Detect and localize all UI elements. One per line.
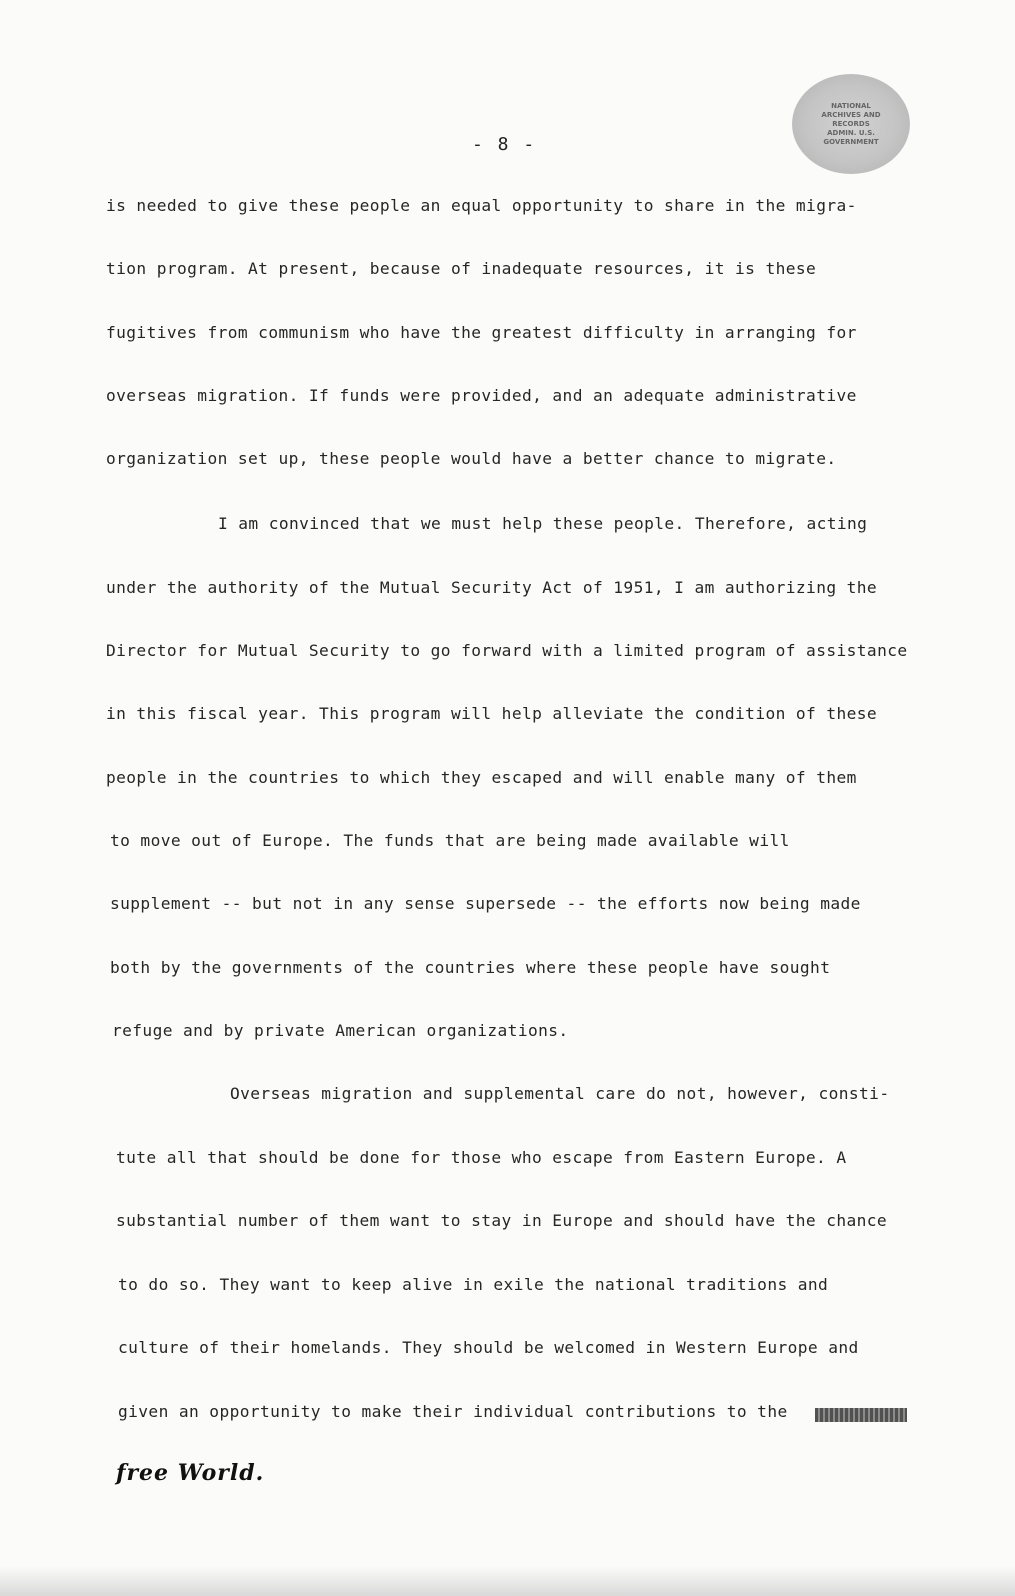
body-line: is needed to give these people an equal opportunity to share in the migra-: [106, 196, 857, 215]
page-edge-shadow: [0, 1566, 1015, 1596]
paragraph-first-line: Overseas migration and supplemental care do not, however, consti-: [230, 1084, 890, 1103]
body-line: substantial number of them want to stay in Europe and should have the chance: [116, 1211, 888, 1230]
body-line: under the authority of the Mutual Security Act of 1951, I am authorizing the: [106, 578, 878, 597]
body-line: Director for Mutual Security to go forward with a limited program of assistance: [106, 641, 908, 660]
body-line: organization set up, these people would have a better chance to migrate.: [106, 449, 837, 468]
archive-stamp-text: NATIONAL ARCHIVES AND RECORDS ADMIN. U.S. GOVERNMENT: [821, 101, 881, 146]
archive-stamp: [792, 74, 910, 174]
body-line: to move out of Europe. The funds that are being made available will: [110, 831, 790, 850]
body-line: in this fiscal year. This program will help alleviate the condition of these: [106, 704, 878, 723]
struck-out-text: [815, 1408, 907, 1422]
body-line: both by the governments of the countries where these people have sought: [110, 958, 831, 977]
body-line: tute all that should be done for those who escape from Eastern Europe. A: [116, 1148, 847, 1167]
body-line: culture of their homelands. They should be welcomed in Western Europe and: [118, 1338, 859, 1357]
body-line: overseas migration. If funds were provided, and an adequate administrative: [106, 386, 857, 405]
paragraph-first-line: I am convinced that we must help these people. Therefore, acting: [218, 514, 868, 533]
body-line: to do so. They want to keep alive in exile the national traditions and: [118, 1275, 829, 1294]
body-line: fugitives from communism who have the greatest difficulty in arranging for: [106, 323, 857, 342]
page-number: - 8 -: [472, 134, 537, 155]
body-line: tion program. At present, because of inadequate resources, it is these: [106, 259, 817, 278]
body-line: supplement -- but not in any sense supersede -- the efforts now being made: [110, 894, 861, 913]
body-line: people in the countries to which they escaped and will enable many of them: [106, 768, 857, 787]
body-line: refuge and by private American organizations.: [112, 1021, 569, 1040]
handwritten-annotation: free World.: [116, 1460, 265, 1486]
body-line: given an opportunity to make their individual contributions to the: [118, 1402, 788, 1421]
